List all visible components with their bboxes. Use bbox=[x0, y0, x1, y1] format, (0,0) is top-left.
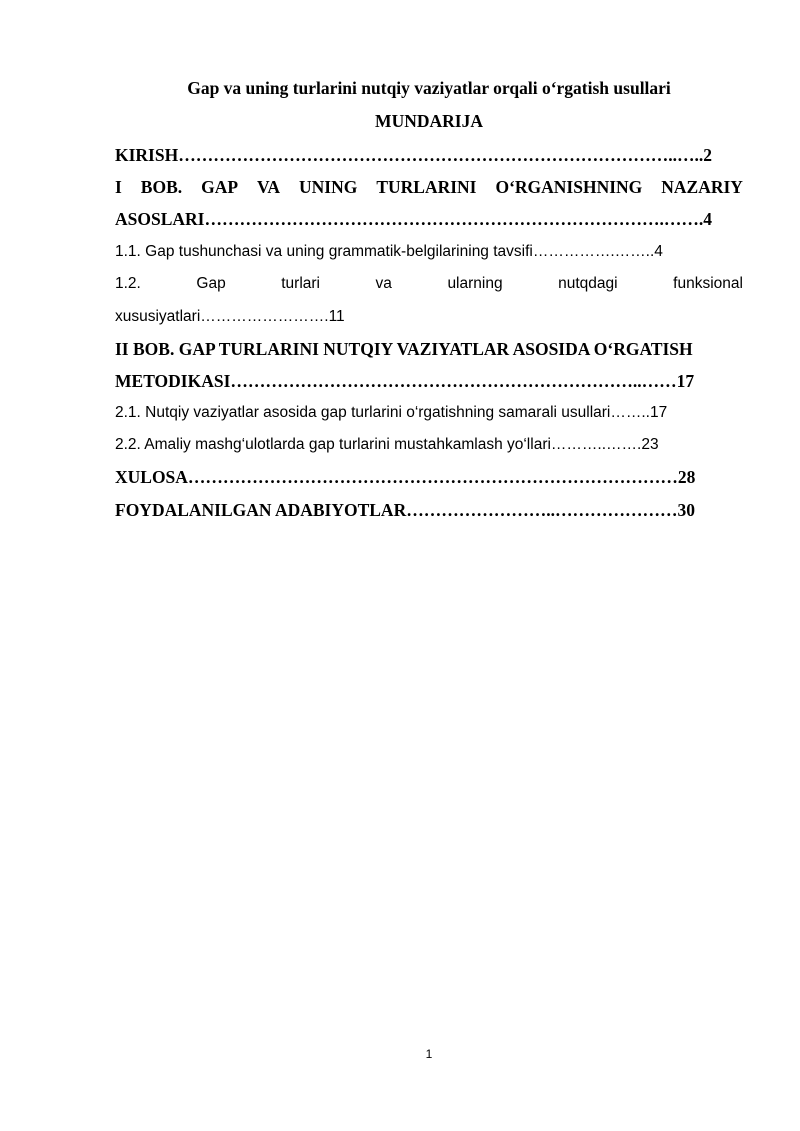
toc-word: BOB. bbox=[140, 177, 183, 197]
toc-word: O‘RGANISHNING bbox=[495, 177, 643, 197]
toc-word: ularning bbox=[447, 275, 503, 292]
toc-word: NAZARIY bbox=[661, 177, 743, 197]
toc-word: funksional bbox=[673, 275, 743, 292]
toc-word: VA bbox=[257, 177, 281, 197]
toc-word: va bbox=[375, 275, 392, 292]
toc-entry-section-2-1: 2.1. Nutqiy vaziyatlar asosida gap turlarini o‘rgatishning samarali usullari……..17 bbox=[115, 404, 668, 421]
toc-word: 1.2. bbox=[115, 275, 141, 292]
toc-entry-kirish: KIRISH…………………………………………………………………………..…..2 bbox=[115, 145, 712, 165]
toc-entry-section-1-2-line1 bbox=[115, 272, 743, 296]
toc-word: nutqdagi bbox=[558, 275, 618, 292]
toc-entry-chapter2-line2: METODIKASI……………………………………………………………..……17 bbox=[115, 371, 695, 391]
toc-entry-chapter1-line2: ASOSLARI…………………………………………………………………….…….4 bbox=[115, 209, 712, 229]
toc-entry-section-1-1: 1.1. Gap tushunchasi va uning grammatik-belgilarining tavsifi…………….……..4 bbox=[115, 243, 663, 260]
toc-heading: MUNDARIJA bbox=[375, 111, 483, 131]
toc-word: UNING bbox=[299, 177, 358, 197]
toc-word: turlari bbox=[281, 275, 320, 292]
toc-entry-chapter1-line1 bbox=[115, 175, 743, 199]
toc-entry-adabiyotlar: FOYDALANILGAN ADABIYOTLAR……………………..…………………30 bbox=[115, 500, 695, 520]
page-number: 1 bbox=[425, 1047, 433, 1061]
toc-word: Gap bbox=[196, 275, 226, 292]
toc-word: GAP bbox=[201, 177, 239, 197]
toc-entry-section-1-2-line2: xususiyatlari…………………….11 bbox=[115, 308, 345, 325]
document-title: Gap va uning turlarini nutqiy vaziyatlar orqali o‘rgatish usullari bbox=[187, 78, 671, 98]
toc-entry-xulosa: XULOSA…………………………………………………………………………28 bbox=[115, 467, 696, 487]
toc-entry-section-2-2: 2.2. Amaliy mashg‘ulotlarda gap turlarini mustahkamlash yo‘llari………..…….23 bbox=[115, 436, 659, 453]
toc-entry-chapter2-line1: II BOB. GAP TURLARINI NUTQIY VAZIYATLAR ASOSIDA O‘RGATISH bbox=[115, 339, 693, 359]
toc-word: TURLARINI bbox=[376, 177, 477, 197]
toc-word: I bbox=[115, 177, 122, 197]
